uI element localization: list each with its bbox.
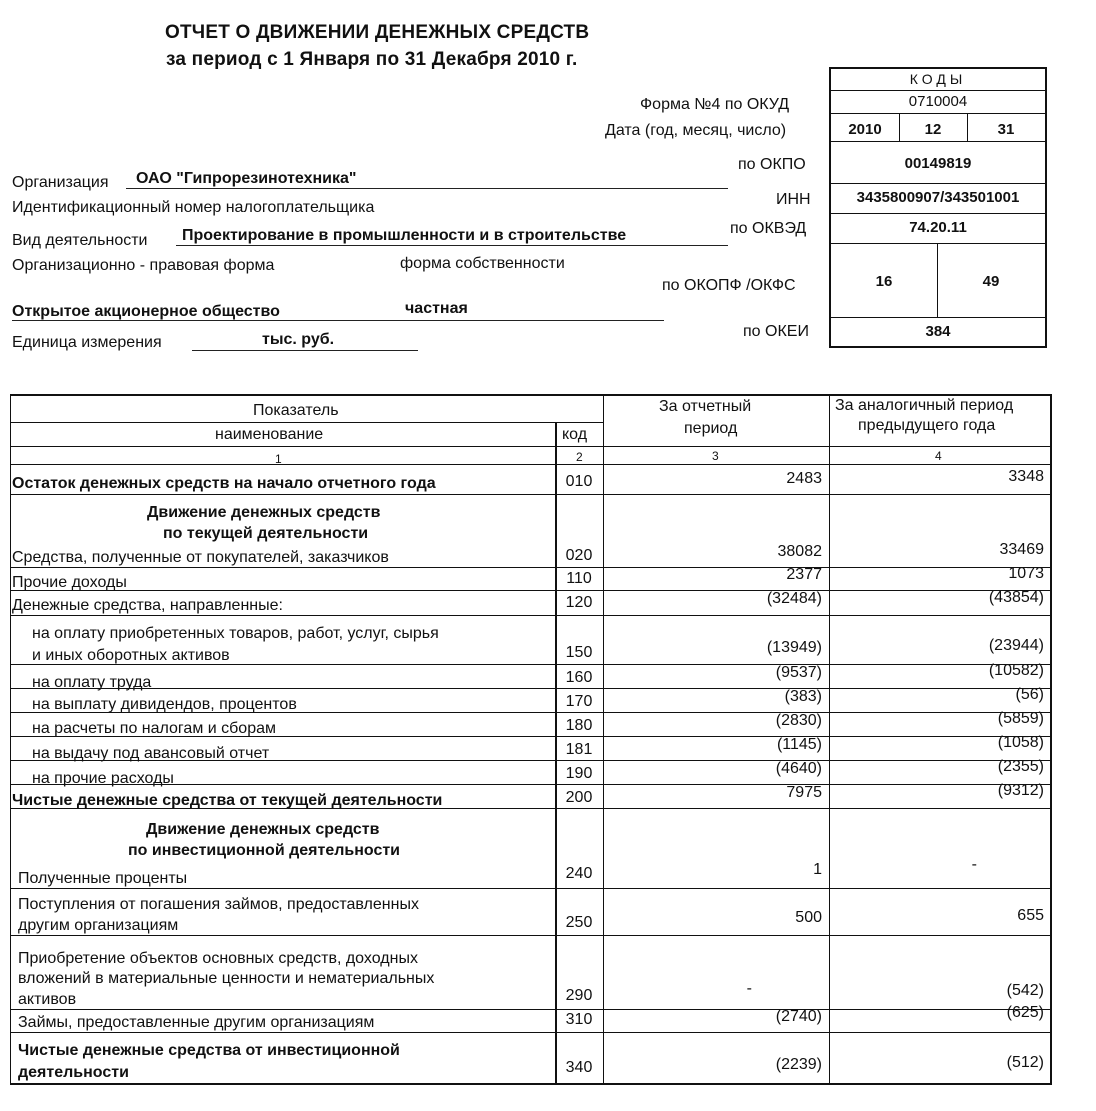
table-row: Приобретение объектов основных средств, доходных <box>18 950 418 967</box>
col-prev-line2: предыдущего года <box>858 417 996 434</box>
table-row: Остаток денежных средств на начало отчетного года <box>12 475 436 492</box>
row-code: 150 <box>565 644 593 661</box>
table-row: другим организациям <box>18 917 179 934</box>
okud-value: 0710004 <box>908 93 968 110</box>
table-row: на выдачу под авансовый отчет <box>32 745 270 762</box>
section-heading: по текущей деятельности <box>163 525 369 542</box>
date-label: Дата (год, месяц, число) <box>605 122 787 139</box>
table-row: Чистые денежные средства от текущей деятельности <box>12 792 443 809</box>
row-current: (13949) <box>766 639 822 656</box>
table-row: Поступления от погашения займов, предоставленных <box>18 896 419 913</box>
row-prev: (512) <box>1006 1054 1044 1071</box>
col-current-line2: период <box>684 420 738 437</box>
table-row: Займы, предоставленные другим организациям <box>18 1014 375 1031</box>
row-prev: (10582) <box>988 662 1044 679</box>
okpo-label: по ОКПО <box>738 156 806 173</box>
date-month: 12 <box>924 121 942 138</box>
codes-header: КОДЫ <box>831 69 1045 91</box>
row-code: 190 <box>565 765 593 782</box>
row-prev: (9312) <box>997 782 1044 799</box>
row-prev: 655 <box>1017 907 1044 924</box>
date-day: 31 <box>997 121 1015 138</box>
table-row: Полученные проценты <box>18 870 188 887</box>
col-number-4: 4 <box>935 449 942 463</box>
row-current: 7975 <box>786 784 822 801</box>
table-row: на расчеты по налогам и сборам <box>32 720 276 737</box>
col-indicator: Показатель <box>253 402 339 419</box>
okpo-value: 00149819 <box>904 155 972 172</box>
form-label: Форма №4 по ОКУД <box>640 96 790 113</box>
row-current: (2239) <box>775 1056 822 1073</box>
row-code: 200 <box>565 789 593 806</box>
row-current: (4640) <box>775 760 822 777</box>
row-prev: 1073 <box>1008 565 1044 582</box>
table-row: деятельности <box>18 1064 129 1081</box>
row-current: - <box>746 980 752 997</box>
table-row: активов <box>18 991 77 1008</box>
row-code: 181 <box>565 741 593 758</box>
table-row: на прочие расходы <box>32 770 174 787</box>
row-code: 240 <box>565 865 593 882</box>
inn-code-label: ИНН <box>776 191 811 208</box>
table-row: на оплату приобретенных товаров, работ, услуг, сырья <box>32 625 439 642</box>
activity-label: Вид деятельности <box>12 232 148 249</box>
table-row: на выплату дивидендов, процентов <box>32 696 297 713</box>
row-code: 010 <box>565 473 593 490</box>
legal-form-label: Организационно - правовая форма <box>12 257 275 274</box>
table-row: вложений в материальные ценности и нематериальных <box>18 970 435 987</box>
col-current-line1: За отчетный <box>659 398 752 415</box>
table-row: и иных оборотных активов <box>32 647 230 664</box>
row-code: 160 <box>565 669 593 686</box>
codes-box <box>829 67 1047 348</box>
row-current: (2740) <box>775 1008 822 1025</box>
okved-value: 74.20.11 <box>909 219 967 236</box>
okfs-value: 49 <box>982 273 1000 290</box>
row-code: 180 <box>565 717 593 734</box>
activity-value: Проектирование в промышленности и в строительстве <box>182 227 627 244</box>
org-label: Организация <box>12 174 109 191</box>
table-row: на оплату труда <box>32 674 152 691</box>
legal-form-value: Открытое акционерное общество <box>12 303 280 320</box>
row-code: 120 <box>565 594 593 611</box>
row-prev: 33469 <box>999 541 1044 558</box>
report-period: за период с 1 Января по 31 Декабря 2010 г. <box>166 49 578 70</box>
col-name: наименование <box>215 426 324 443</box>
row-current: (9537) <box>775 664 822 681</box>
row-current: 2483 <box>786 470 822 487</box>
unit-value: тыс. руб. <box>262 331 335 348</box>
row-current: 38082 <box>777 543 822 560</box>
table-row: Средства, полученные от покупателей, заказчиков <box>12 549 389 566</box>
col-number-1: 1 <box>275 452 282 466</box>
section-heading: Движение денежных средств <box>146 821 380 838</box>
row-prev: (56) <box>1015 686 1044 703</box>
table-row: Денежные средства, направленные: <box>12 597 283 614</box>
row-code: 290 <box>565 987 593 1004</box>
row-prev: (43854) <box>988 589 1044 606</box>
ownership-label: форма собственности <box>400 255 565 272</box>
row-prev: (1058) <box>997 734 1044 751</box>
row-code: 310 <box>565 1011 593 1028</box>
row-prev: 3348 <box>1008 468 1044 485</box>
row-code: 250 <box>565 914 593 931</box>
page-title: ОТЧЕТ О ДВИЖЕНИИ ДЕНЕЖНЫХ СРЕДСТВ <box>165 22 590 43</box>
row-prev: (542) <box>1006 982 1044 999</box>
row-prev: - <box>971 856 977 873</box>
row-prev: (5859) <box>997 710 1044 727</box>
row-current: 1 <box>813 861 822 878</box>
inn-value: 3435800907/343501001 <box>856 189 1020 206</box>
table-row: Чистые денежные средства от инвестиционной <box>18 1042 400 1059</box>
row-current: (383) <box>784 688 822 705</box>
row-current: 2377 <box>786 566 822 583</box>
row-current: (2830) <box>775 712 822 729</box>
okopf-value: 16 <box>875 273 893 290</box>
table-row: Прочие доходы <box>12 574 127 591</box>
row-prev: (2355) <box>997 758 1044 775</box>
unit-label: Единица измерения <box>12 334 162 351</box>
date-year: 2010 <box>848 121 882 138</box>
okei-label: по ОКЕИ <box>743 323 809 340</box>
row-code: 340 <box>565 1059 593 1076</box>
okopf-label: по ОКОПФ /ОКФС <box>662 277 796 294</box>
row-code: 020 <box>565 547 593 564</box>
section-heading: по инвестиционной деятельности <box>128 842 401 859</box>
col-number-2: 2 <box>576 450 583 464</box>
okved-label: по ОКВЭД <box>730 220 807 237</box>
cash-flow-table <box>10 394 1052 1083</box>
row-code: 170 <box>565 693 593 710</box>
row-current: (32484) <box>766 590 822 607</box>
col-prev-line1: За аналогичный период <box>835 397 1014 414</box>
row-current: 500 <box>795 909 822 926</box>
okei-value: 384 <box>925 323 951 340</box>
row-prev: (23944) <box>988 637 1044 654</box>
col-number-3: 3 <box>712 449 719 463</box>
col-code: код <box>562 426 588 443</box>
ownership-value: частная <box>405 300 468 317</box>
inn-label: Идентификационный номер налогоплательщика <box>12 199 375 216</box>
section-heading: Движение денежных средств <box>147 504 381 521</box>
row-code: 110 <box>566 570 592 587</box>
org-value: ОАО "Гипрорезинотехника" <box>136 170 357 187</box>
row-prev: (625) <box>1006 1004 1044 1021</box>
row-current: (1145) <box>776 736 822 753</box>
